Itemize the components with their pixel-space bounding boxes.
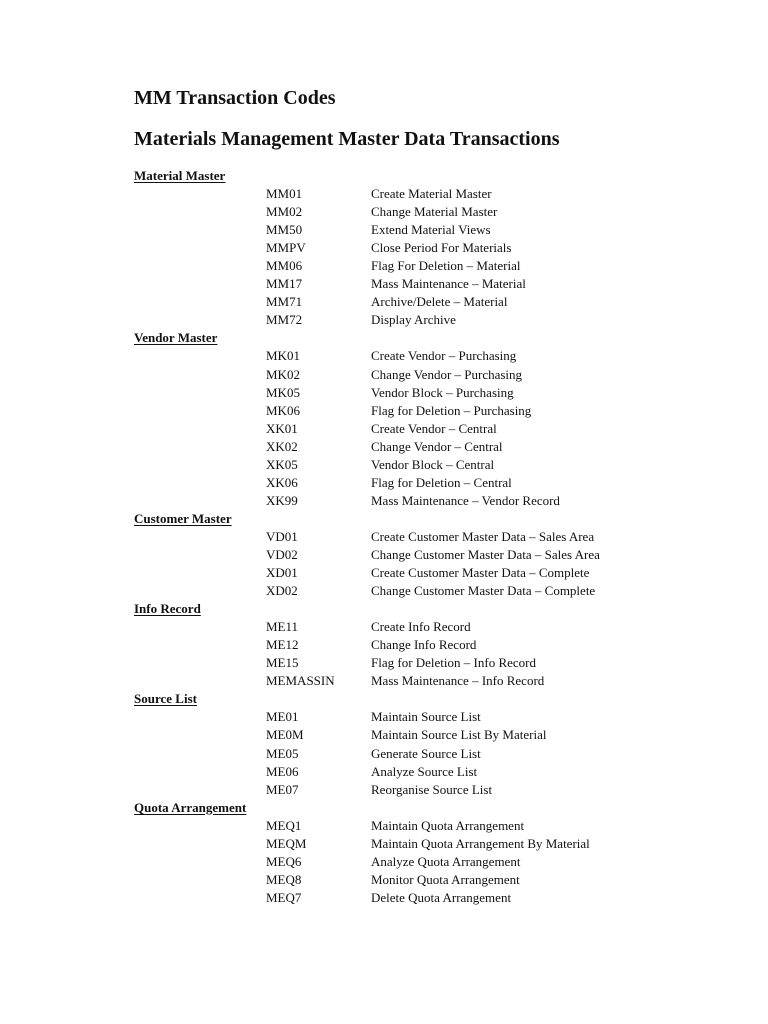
transaction-row (134, 781, 694, 799)
transaction-row (134, 366, 694, 384)
transaction-code: XD01 (266, 565, 298, 581)
transaction-code: XK99 (266, 492, 298, 508)
transaction-description: Vendor Block – Central (371, 456, 495, 472)
transaction-code: MEQ1 (266, 817, 302, 833)
transaction-row (134, 402, 694, 420)
transaction-row (134, 745, 694, 763)
transaction-row (134, 456, 694, 474)
transaction-description: Create Material Master (371, 186, 492, 202)
transaction-code: ME15 (266, 655, 299, 671)
transaction-description: Mass Maintenance – Vendor Record (371, 492, 560, 508)
section-quota-arrangement (134, 799, 694, 907)
transaction-description: Close Period For Materials (371, 240, 512, 256)
transaction-row (134, 835, 694, 853)
transaction-description: Monitor Quota Arrangement (371, 871, 520, 887)
transaction-row (134, 636, 694, 654)
section-heading: Customer Master (134, 510, 232, 526)
transaction-description: Vendor Block – Purchasing (371, 384, 514, 400)
transaction-row (134, 564, 694, 582)
transaction-row (134, 528, 694, 546)
transaction-row (134, 239, 694, 257)
transaction-row (134, 293, 694, 311)
transaction-row (134, 492, 694, 510)
transaction-description: Maintain Source List (371, 709, 481, 725)
transaction-row (134, 347, 694, 365)
transaction-description: Reorganise Source List (371, 781, 493, 797)
transaction-code: ME05 (266, 745, 299, 761)
transaction-description: Change Customer Master Data – Sales Area (371, 546, 600, 562)
transaction-description: Flag for Deletion – Central (371, 474, 512, 490)
transaction-description: Create Info Record (371, 619, 471, 635)
transaction-code: ME11 (266, 619, 299, 635)
section-heading: Vendor Master (134, 330, 218, 346)
transaction-description: Extend Material Views (371, 222, 491, 238)
transaction-row (134, 275, 694, 293)
transaction-code: MEQ7 (266, 889, 302, 905)
transaction-description: Archive/Delete – Material (371, 294, 508, 310)
transaction-description: Change Vendor – Purchasing (371, 366, 523, 382)
transaction-code: XD02 (266, 583, 298, 599)
transaction-description: Maintain Quota Arrangement By Material (371, 835, 590, 851)
transaction-row (134, 726, 694, 744)
transaction-description: Delete Quota Arrangement (371, 889, 512, 905)
transaction-description: Create Vendor – Central (371, 420, 497, 436)
transaction-row (134, 221, 694, 239)
transaction-code: MM50 (266, 222, 303, 238)
transaction-code: MEQ8 (266, 871, 302, 887)
transaction-code: MK05 (266, 384, 300, 400)
transaction-description: Create Customer Master Data – Sales Area (371, 528, 595, 544)
transaction-row (134, 853, 694, 871)
transaction-description: Maintain Quota Arrangement (371, 817, 525, 833)
transaction-description: Create Customer Master Data – Complete (371, 565, 590, 581)
section-heading: Info Record (134, 601, 201, 617)
transaction-description: Create Vendor – Purchasing (371, 348, 517, 364)
transaction-description: Generate Source List (371, 745, 481, 761)
transaction-code: MMPV (266, 240, 306, 256)
transaction-row (134, 582, 694, 600)
transaction-code: XK02 (266, 438, 298, 454)
document-title: MM Transaction Codes (134, 87, 336, 109)
section-info-record (134, 600, 694, 690)
section-heading: Source List (134, 691, 197, 707)
transaction-code: MK06 (266, 402, 300, 418)
transaction-code: MM17 (266, 276, 303, 292)
transaction-description: Change Material Master (371, 204, 498, 220)
transaction-code: VD01 (266, 528, 298, 544)
transaction-code: ME12 (266, 637, 299, 653)
section-heading: Material Master (134, 168, 226, 183)
transaction-code: MM71 (266, 294, 303, 310)
transaction-description: Flag for Deletion – Info Record (371, 655, 536, 671)
transaction-code: VD02 (266, 546, 298, 562)
transaction-row (134, 311, 694, 329)
transaction-row (134, 384, 694, 402)
transaction-description: Flag For Deletion – Material (371, 258, 521, 274)
transaction-row (134, 203, 694, 221)
transaction-description: Mass Maintenance – Info Record (371, 673, 545, 689)
transaction-row (134, 654, 694, 672)
transaction-description: Maintain Source List By Material (371, 727, 547, 743)
transaction-code: MK01 (266, 348, 300, 364)
transaction-description: Change Vendor – Central (371, 438, 503, 454)
transaction-row (134, 817, 694, 835)
transaction-description: Display Archive (371, 312, 456, 328)
transaction-row (134, 420, 694, 438)
transaction-code: ME06 (266, 763, 299, 779)
transaction-code: XK05 (266, 456, 298, 472)
section-heading: Quota Arrangement (134, 799, 247, 815)
section-source-list (134, 690, 694, 798)
transaction-description: Analyze Quota Arrangement (371, 853, 521, 869)
transaction-row (134, 257, 694, 275)
transaction-row (134, 763, 694, 781)
transaction-list (134, 167, 694, 907)
transaction-row (134, 708, 694, 726)
transaction-code: MM01 (266, 186, 303, 202)
transaction-code: MEQM (266, 835, 307, 851)
transaction-code: XK06 (266, 474, 298, 490)
document-subtitle: Materials Management Master Data Transactions (134, 128, 560, 150)
transaction-row (134, 618, 694, 636)
transaction-row (134, 672, 694, 690)
transaction-code: MEMASSIN (266, 673, 335, 689)
transaction-code: MM02 (266, 204, 303, 220)
transaction-code: MK02 (266, 366, 300, 382)
transaction-row (134, 185, 694, 203)
transaction-description: Analyze Source List (371, 763, 478, 779)
section-customer-master (134, 510, 694, 600)
transaction-row (134, 438, 694, 456)
transaction-code: MM72 (266, 312, 303, 328)
transaction-description: Change Info Record (371, 637, 477, 653)
transaction-row (134, 546, 694, 564)
transaction-row (134, 474, 694, 492)
section-vendor-master (134, 329, 694, 509)
transaction-row (134, 889, 694, 907)
transaction-code: MEQ6 (266, 853, 302, 869)
transaction-code: ME07 (266, 781, 299, 797)
transaction-code: MM06 (266, 258, 303, 274)
transaction-description: Flag for Deletion – Purchasing (371, 402, 532, 418)
transaction-code: ME01 (266, 709, 299, 725)
transaction-description: Change Customer Master Data – Complete (371, 583, 596, 599)
transaction-row (134, 871, 694, 889)
transaction-code: ME0M (266, 727, 304, 743)
section-material-master (134, 167, 694, 329)
transaction-code: XK01 (266, 420, 298, 436)
transaction-description: Mass Maintenance – Material (371, 276, 526, 292)
